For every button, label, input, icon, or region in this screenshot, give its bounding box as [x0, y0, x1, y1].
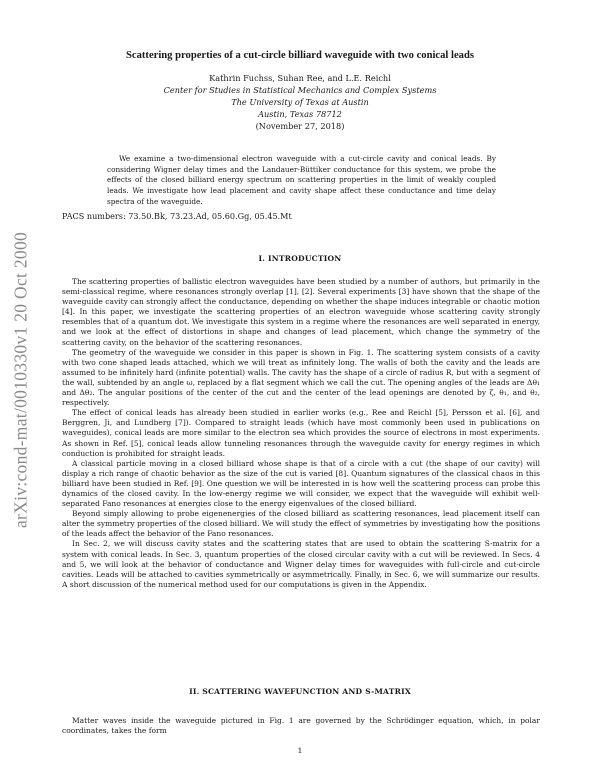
author-block: [60, 73, 540, 133]
affiliation-center: Center for Studies in Statistical Mechanics and Complex Systems: [163, 84, 437, 95]
section-heading-introduction: I. INTRODUCTION: [258, 254, 342, 263]
paragraph: A classical particle moving in a closed billiard whose shape is that of a circle with a cut (the shape of our cavity) will display a rich range of chaotic behavior as the size of the cut is varied [8]. Quantum signatures of the classical chaos in this billiard have been studied in Ref. [9]. One question we will be interested in is how well the scattering process can probe this dynamics of the closed cavity. In the low-energy regime we will consider, we expect that the waveguide will exhibit well-separated Fano resonances at energies close to the energy eigenvalues of the closed billiard.: [62, 458, 540, 509]
paper-date: (November 27, 2018): [255, 120, 345, 131]
section-heading-scattering: II. SCATTERING WAVEFUNCTION AND S-MATRIX: [189, 687, 411, 696]
arxiv-identifier[interactable]: arXiv:cond-mat/0010330v1 20 Oct 2000: [10, 231, 31, 529]
pacs-numbers: PACS numbers: 73.50.Bk, 73.23.Ad, 05.60.Gg, 05.45.Mt: [62, 211, 292, 221]
paragraph: Beyond simply allowing to probe eigenenergies of the closed billiard as scattering resonances, lead placement itself can alter the symmetry properties of the closed billiard. We will study the effect of symmetries by investigating how the positions of the leads affect the behavior of the Fano resonances.: [62, 509, 540, 539]
affiliation-university: The University of Texas at Austin: [231, 96, 369, 107]
paragraph: The effect of conical leads has already been studied in earlier works (e.g., Ree and Reichl [5], Persson et al. [6], and Berggren, Ji, and Lundberg [7]). Compared to straight leads (which have most commonly been used in publications on waveguides), conical leads are more similar to the electron sea which provides the source of electrons in most experiments. As shown in Ref. [5], conical leads allow tunneling resonances through the waveguide cavity for energy regimes in which conduction is prohibited for straight leads.: [62, 408, 540, 458]
paper-title: Scattering properties of a cut-circle billiard waveguide with two conical leads: [126, 50, 474, 61]
paragraph: The scattering properties of ballistic electron waveguides have been studied by a number of authors, but primarily in the semi-classical regime, where resonances strongly overlap [1], [2]. Several experiments [3] have shown that the shape of the waveguide cavity can strongly affect the conductance, depending on whether the shape induces integrable or chaotic motion [4]. In this paper, we investigate the scattering properties of an electron waveguide whose scattering cavity strongly resembles that of a quantum dot. We investigate this system in a regime where the resonances are well separated in energy, and we look at the effect of distortions in shape and changes of lead placement, which change the symmetry of the scattering cavity, on the behavior of the scattering resonances.: [62, 277, 540, 347]
paragraph: Matter waves inside the waveguide pictured in Fig. 1 are governed by the Schrödinger equation, which, in polar coordinates, takes the form: [62, 716, 540, 736]
arxiv-sidebar: [6, 200, 36, 560]
paragraph: In Sec. 2, we will discuss cavity states and the scattering states that are used to obtain the scattering S-matrix for a system with conical leads. In Sec. 3, quantum properties of the closed circular cavity with a cut will be reviewed. In Secs. 4 and 5, we will look at the behavior of conductance and Wigner delay times for waveguides with full-circle and cut-circle cavities. Leads will be attached to cavities symmetrically or asymmetrically. Finally, in Sec. 6, we will summarize our results. A short discussion of the numerical method used for our computations is given in the Appendix.: [62, 539, 540, 589]
author-names: Kathrin Fuchss, Suhan Ree, and L.E. Reichl: [209, 73, 391, 83]
paragraph: The geometry of the waveguide we consider in this paper is shown in Fig. 1. The scattering system consists of a cavity with two cone shaped leads attached, which we will treat as infinitely long. The walls of both the cavity and the leads are assumed to be infinitely hard (infinite potential) walls. The cavity has the shape of a circle of radius R, but with a segment of the wall, subtended by an angle ω, replaced by a flat segment which we call the cut. The opening angles of the leads are Δθ₁ and Δθ₂. The angular positions of the center of the cut and the center of the lead openings are denoted by ζ, θ₁, and θ₂, respectively.: [62, 347, 540, 408]
abstract: We examine a two-dimensional electron waveguide with a cut-circle cavity and conical leads. By considering Wigner delay times and the Landauer-Büttiker conductance for this system, we probe the effects of the closed billiard energy spectrum on scattering properties in the limit of weakly coupled leads. We investigate how lead placement and cavity shape affect these conductance and time delay spectra of the waveguide.: [107, 154, 496, 206]
scattering-body: [62, 716, 540, 736]
introduction-body: [62, 277, 540, 590]
affiliation-city: Austin, Texas 78712: [258, 108, 342, 119]
page-number: 1: [297, 746, 303, 755]
